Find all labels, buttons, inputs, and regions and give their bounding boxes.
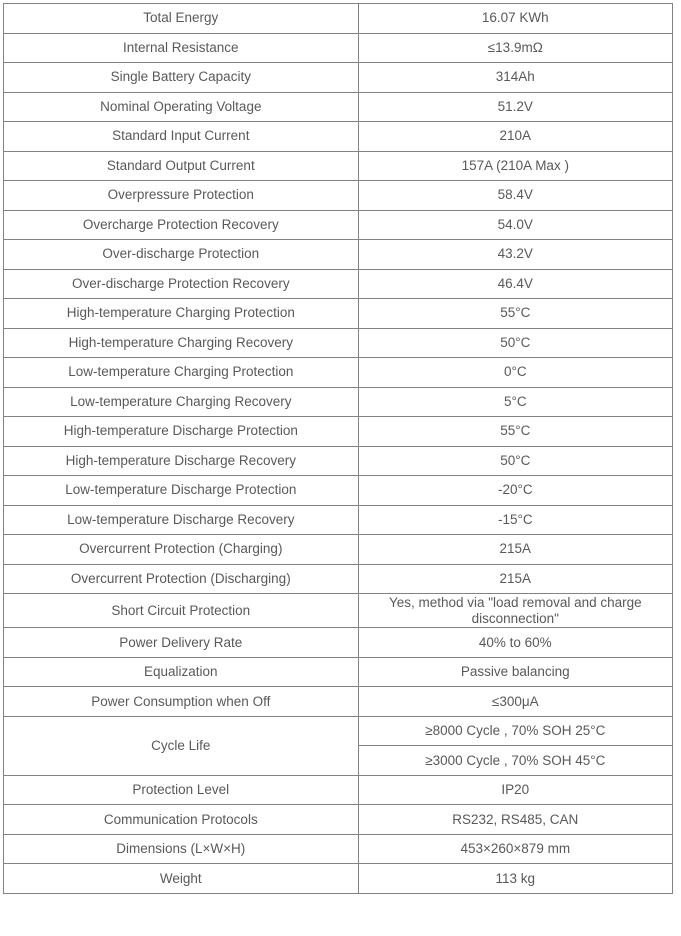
table-row [4, 240, 673, 270]
spec-label: Low-temperature Charging Recovery [4, 387, 359, 417]
table-row [4, 151, 673, 181]
spec-value: 5°C [358, 387, 672, 417]
spec-label: Nominal Operating Voltage [4, 92, 359, 122]
spec-label: Total Energy [4, 4, 359, 34]
spec-label: Overcurrent Protection (Discharging) [4, 564, 359, 594]
spec-label: Over-discharge Protection [4, 240, 359, 270]
spec-value: ≥8000 Cycle , 70% SOH 25°C [358, 716, 672, 746]
spec-label: Power Delivery Rate [4, 628, 359, 658]
spec-value: 58.4V [358, 181, 672, 211]
spec-value: 51.2V [358, 92, 672, 122]
spec-label: Overcurrent Protection (Charging) [4, 535, 359, 565]
table-row [4, 594, 673, 628]
spec-value: 50°C [358, 328, 672, 358]
table-row [4, 210, 673, 240]
spec-label: Overcharge Protection Recovery [4, 210, 359, 240]
table-row [4, 535, 673, 565]
table-row [4, 864, 673, 894]
spec-value: 210A [358, 122, 672, 152]
table-row [4, 657, 673, 687]
table-row [4, 446, 673, 476]
spec-value: 50°C [358, 446, 672, 476]
spec-value: 157A (210A Max ) [358, 151, 672, 181]
table-row [4, 628, 673, 658]
table-row [4, 181, 673, 211]
spec-label: Equalization [4, 657, 359, 687]
spec-label: Low-temperature Charging Protection [4, 358, 359, 388]
table-row [4, 4, 673, 34]
table-row [4, 328, 673, 358]
spec-value: 55°C [358, 299, 672, 329]
spec-value: ≥3000 Cycle , 70% SOH 45°C [358, 746, 672, 776]
spec-label: Cycle Life [4, 716, 359, 775]
table-row [4, 476, 673, 506]
spec-label: Single Battery Capacity [4, 63, 359, 93]
spec-value: 16.07 KWh [358, 4, 672, 34]
table-row [4, 92, 673, 122]
table-row [4, 417, 673, 447]
spec-value: ≤13.9mΩ [358, 33, 672, 63]
table-row [4, 63, 673, 93]
table-row [4, 269, 673, 299]
spec-value: 46.4V [358, 269, 672, 299]
spec-value: ≤300μA [358, 687, 672, 717]
spec-value: 453×260×879 mm [358, 834, 672, 864]
spec-label: High-temperature Discharge Protection [4, 417, 359, 447]
table-row [4, 33, 673, 63]
spec-value: 215A [358, 535, 672, 565]
spec-label: Short Circuit Protection [4, 594, 359, 628]
spec-value: 40% to 60% [358, 628, 672, 658]
spec-value: 55°C [358, 417, 672, 447]
spec-value: Yes, method via "load removal and charge disconnection" [358, 594, 672, 628]
table-row [4, 505, 673, 535]
spec-value: 0°C [358, 358, 672, 388]
battery-spec-table [3, 3, 673, 894]
spec-label: Low-temperature Discharge Recovery [4, 505, 359, 535]
spec-label: Low-temperature Discharge Protection [4, 476, 359, 506]
spec-value: 215A [358, 564, 672, 594]
spec-value: 113 kg [358, 864, 672, 894]
spec-label: Power Consumption when Off [4, 687, 359, 717]
table-row [4, 716, 673, 746]
spec-value: IP20 [358, 775, 672, 805]
table-row [4, 775, 673, 805]
table-row [4, 122, 673, 152]
spec-value: RS232, RS485, CAN [358, 805, 672, 835]
spec-label: Communication Protocols [4, 805, 359, 835]
table-row [4, 564, 673, 594]
spec-label: Standard Output Current [4, 151, 359, 181]
spec-label: High-temperature Charging Recovery [4, 328, 359, 358]
spec-value: 314Ah [358, 63, 672, 93]
table-row [4, 358, 673, 388]
spec-label: Internal Resistance [4, 33, 359, 63]
spec-label: Dimensions (L×W×H) [4, 834, 359, 864]
spec-label: Weight [4, 864, 359, 894]
spec-label: Over-discharge Protection Recovery [4, 269, 359, 299]
table-row [4, 687, 673, 717]
table-row [4, 834, 673, 864]
table-row [4, 387, 673, 417]
spec-label: Standard Input Current [4, 122, 359, 152]
spec-table-body [4, 4, 673, 894]
spec-value: -20°C [358, 476, 672, 506]
spec-value: 43.2V [358, 240, 672, 270]
spec-label: Protection Level [4, 775, 359, 805]
spec-value: Passive balancing [358, 657, 672, 687]
spec-label: Overpressure Protection [4, 181, 359, 211]
spec-label: High-temperature Discharge Recovery [4, 446, 359, 476]
spec-value: 54.0V [358, 210, 672, 240]
table-row [4, 299, 673, 329]
table-row [4, 805, 673, 835]
spec-value: -15°C [358, 505, 672, 535]
spec-label: High-temperature Charging Protection [4, 299, 359, 329]
